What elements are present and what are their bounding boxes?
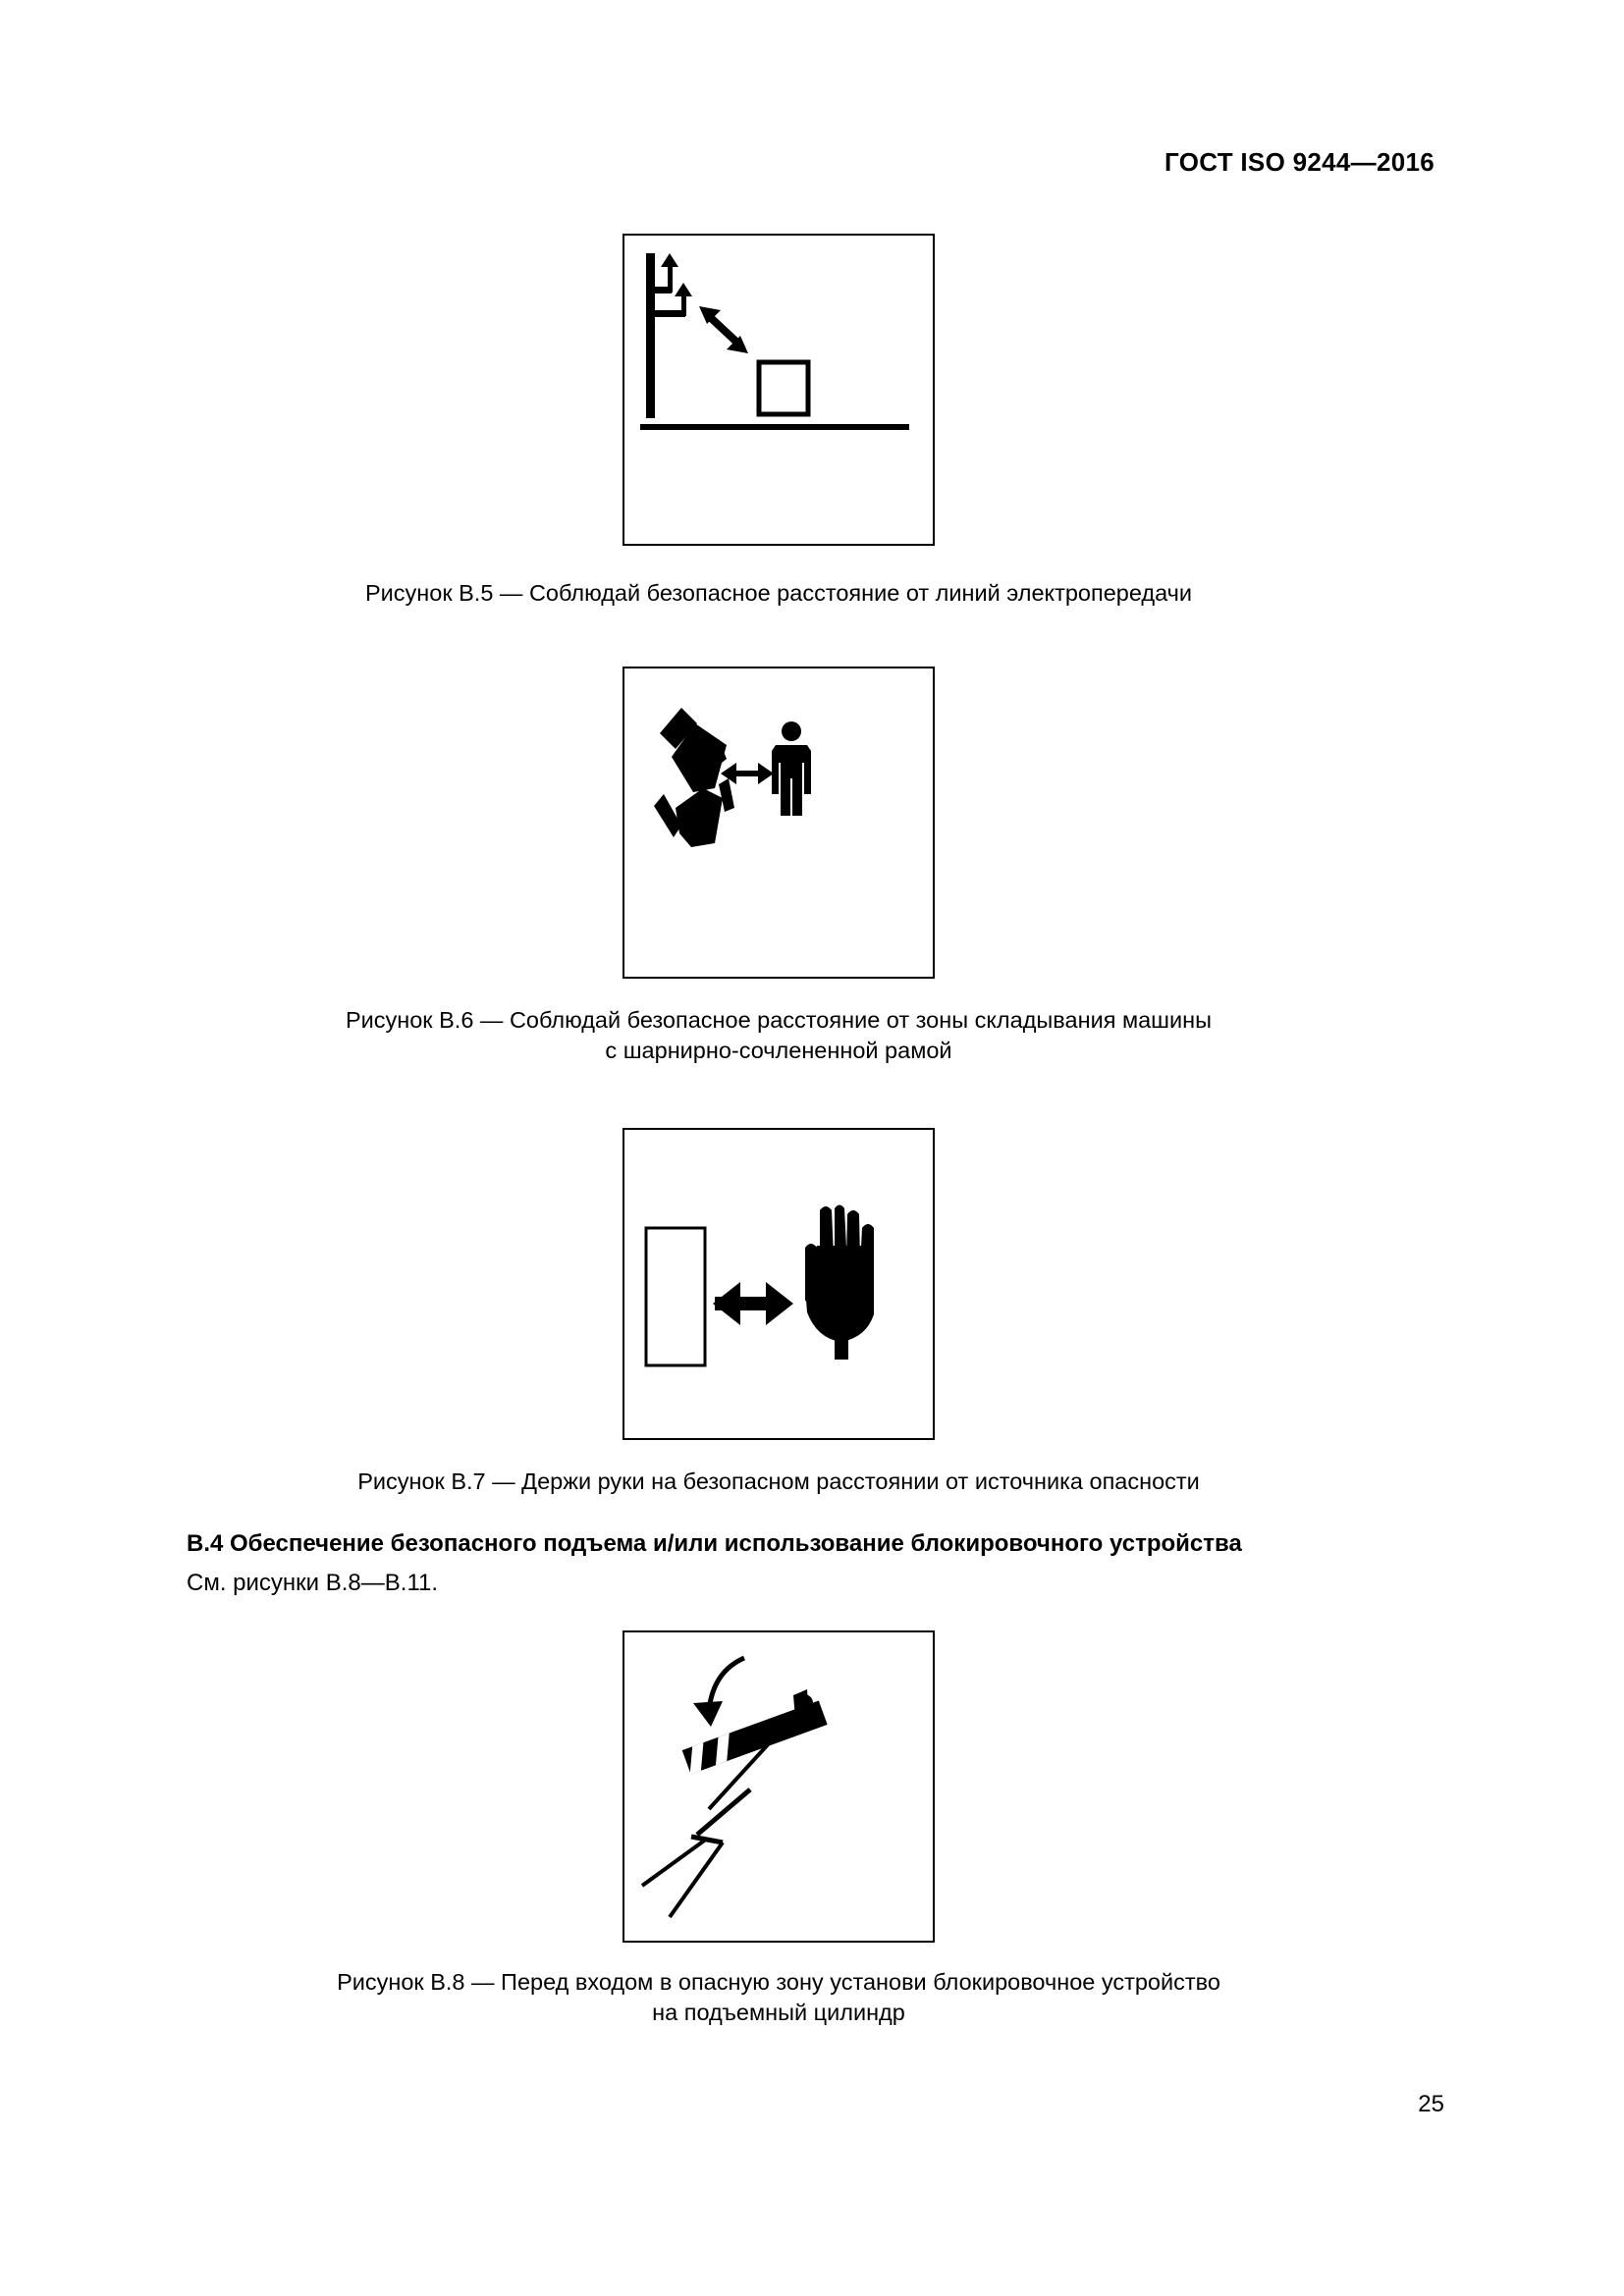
figure-b5-caption bbox=[0, 578, 1557, 609]
caption-line: Рисунок В.6 — Соблюдай безопасное расстояние от зоны складывания машины bbox=[345, 1007, 1213, 1033]
document-standard-header: ГОСТ ISO 9244—2016 bbox=[1164, 147, 1435, 177]
figure-b5-pictogram bbox=[623, 234, 935, 546]
lift-cylinder-lock-icon bbox=[624, 1632, 933, 1941]
caption-line: Рисунок В.5 — Соблюдай безопасное расстояние от линий электропередачи bbox=[364, 580, 1193, 606]
figure-b6-caption bbox=[0, 1005, 1557, 1066]
caption-line: на подъемный цилиндр bbox=[652, 2000, 905, 2025]
figure-b7-pictogram bbox=[623, 1128, 935, 1440]
articulated-frame-pinch-zone-icon bbox=[624, 668, 933, 977]
page-number: 25 bbox=[1418, 2091, 1444, 2117]
section-b4-reference: См. рисунки В.8—В.11. bbox=[187, 1570, 439, 1596]
section-b4-heading: В.4 Обеспечение безопасного подъема и/или использование блокировочного устройства bbox=[187, 1530, 1242, 1557]
caption-line: Рисунок В.7 — Держи руки на безопасном расстоянии от источника опасности bbox=[357, 1468, 1200, 1494]
caption-line: с шарнирно-сочлененной рамой bbox=[605, 1038, 952, 1063]
caption-line: Рисунок В.8 — Перед входом в опасную зону установи блокировочное устройство bbox=[337, 1969, 1220, 1995]
hand-safe-distance-icon bbox=[624, 1130, 933, 1438]
figure-b7-caption bbox=[0, 1467, 1557, 1497]
figure-b8-pictogram bbox=[623, 1630, 935, 1943]
figure-b8-caption bbox=[0, 1967, 1557, 2028]
figure-b6-pictogram bbox=[623, 667, 935, 979]
power-lines-safe-distance-icon bbox=[624, 236, 933, 544]
